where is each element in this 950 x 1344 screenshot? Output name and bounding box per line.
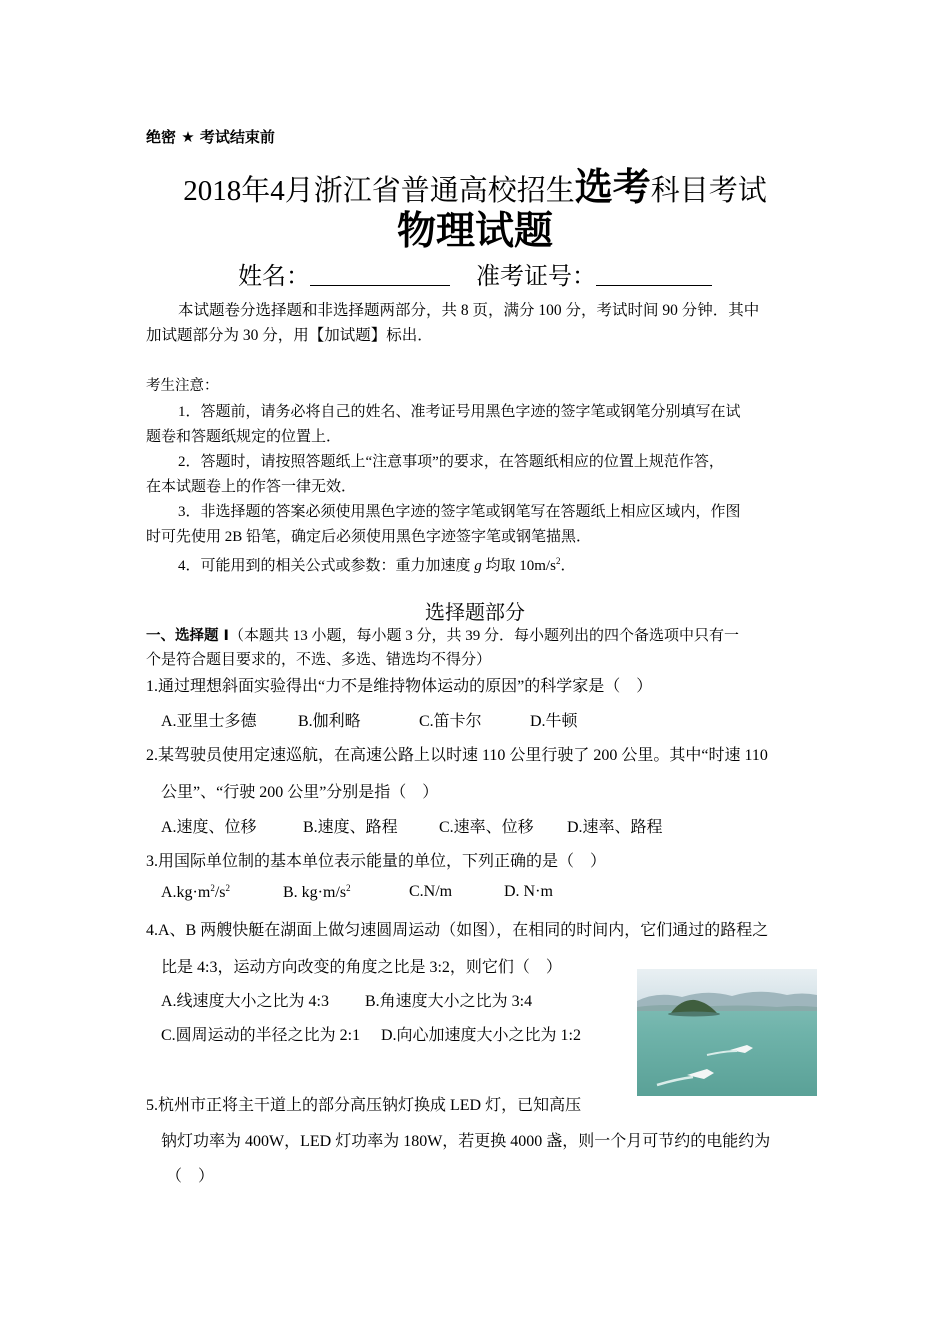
- q2-stem-1: 2.某驾驶员使用定速巡航，在高速公路上以时速 110 公里行驶了 200 公里。其中“时速 110: [146, 747, 768, 764]
- q3-a-sup1: 2: [210, 883, 215, 893]
- q1-option-c: C.笛卡尔: [419, 713, 482, 730]
- note-2-line-1: 2．答题时，请按照答题纸上“注意事项”的要求，在答题纸相应的位置上规范作答，: [178, 454, 724, 470]
- q3-a-mid: /s: [214, 884, 226, 901]
- q3-option-c: C.N/m: [409, 883, 453, 900]
- note-4-mid: 均取 10m/s: [481, 558, 556, 574]
- name-label: 姓名：: [238, 262, 310, 290]
- title-big: 选考: [574, 165, 651, 209]
- exam-id-blank: [596, 285, 712, 286]
- q3-option-a: [161, 883, 230, 902]
- part1-line-1: [146, 624, 739, 648]
- q5-stem-2: 钠灯功率为 400W，LED 灯功率为 180W，若更换 4000 盏，则一个月可节约的电能约为: [161, 1133, 771, 1150]
- q2-option-c: C.速率、位移: [439, 819, 534, 836]
- q1-option-a: A.亚里士多德: [161, 713, 257, 730]
- confidential-mark: 绝密 ★ 考试结束前: [146, 128, 275, 146]
- lake-boats-photo: [637, 969, 817, 1096]
- intro-line-2: 加试题部分为 30 分，用【加试题】标出．: [146, 327, 433, 344]
- name-blank: [310, 285, 450, 286]
- note-4: [178, 549, 575, 578]
- part1-desc-1: （本题共 13 小题，每小题 3 分，共 39 分．每小题列出的四个备选项中只有一: [228, 628, 739, 644]
- q4-option-b: B.角速度大小之比为 3:4: [365, 993, 533, 1010]
- q4-option-d: D.向心加速度大小之比为 1:2: [381, 1027, 582, 1044]
- q4-option-c: C.圆周运动的半径之比为 2:1: [161, 1027, 361, 1044]
- note-2-line-2: 在本试题卷上的作答一律无效．: [146, 479, 357, 495]
- section-title: 选择题部分: [425, 600, 525, 624]
- name-row: [0, 256, 950, 291]
- title-pre: 2018年4月浙江省普通高校招生: [183, 175, 575, 207]
- q4-option-a: A.线速度大小之比为 4:3: [161, 993, 330, 1010]
- note-3-line-1: 3．非选择题的答案必须使用黑色字迹的签字笔或钢笔写在答题纸上相应区域内，作图: [178, 504, 741, 520]
- q5-stem-1: 5.杭州市正将主干道上的部分高压钠灯换成 LED 灯，已知高压: [146, 1097, 582, 1114]
- q1-option-d: D.牛顿: [530, 713, 578, 730]
- q1-stem: 1.通过理想斜面实验得出“力不是维持物体运动的原因”的科学家是（ ）: [146, 678, 653, 695]
- intro-line-1: 本试题卷分选择题和非选择题两部分，共 8 页，满分 100 分，考试时间 90 分钟．其中: [178, 302, 760, 319]
- notes-heading: 考生注意：: [146, 378, 219, 394]
- note-3-line-2: 时可先使用 2B 铅笔，确定后必须使用黑色字迹签字笔或钢笔描黑．: [146, 529, 592, 545]
- note-1-line-1: 1．答题前，请务必将自己的姓名、准考证号用黑色字迹的签字笔或钢笔分别填写在试: [178, 404, 741, 420]
- note-4-post: ．: [560, 558, 576, 574]
- island-reflection: [668, 1012, 720, 1017]
- q4-stem-1: 4.A、B 两艘快艇在湖面上做匀速圆周运动（如图），在相同的时间内，它们通过的路程之: [146, 922, 769, 939]
- note-4-sup: 2: [555, 556, 561, 566]
- q3-option-d: D. N·m: [504, 883, 553, 900]
- q1-option-b: B.伽利略: [298, 713, 361, 730]
- title-post: 科目考试: [650, 173, 767, 207]
- q2-option-b: B.速度、路程: [303, 819, 398, 836]
- q3-b-pre: B. kg·m/s: [283, 884, 347, 901]
- exam-id-label: 准考证号：: [476, 262, 596, 290]
- note-4-pre: 4．可能用到的相关公式或参数：重力加速度: [178, 558, 475, 574]
- note-1-line-2: 题卷和答题纸规定的位置上．: [146, 429, 342, 445]
- subject-title: 物理试题: [396, 209, 553, 254]
- q3-b-sup: 2: [346, 883, 351, 893]
- q4-stem-2: 比是 4:3，运动方向改变的角度之比是 3:2，则它们（ ）: [161, 959, 562, 976]
- note-4-g: g: [474, 558, 482, 574]
- q3-option-b: [283, 883, 351, 902]
- part1-line-2: 个是符合题目要求的，不选、多选、错选均不得分）: [146, 652, 492, 668]
- q3-a-sup2: 2: [225, 883, 230, 893]
- q2-stem-2: 公里”、“行驶 200 公里”分别是指（ ）: [161, 784, 439, 801]
- q3-stem: 3.用国际单位制的基本单位表示能量的单位，下列正确的是（ ）: [146, 853, 607, 870]
- q2-option-d: D.速率、路程: [567, 819, 663, 836]
- q5-stem-3: （ ）: [166, 1168, 215, 1185]
- q2-option-a: A.速度、位移: [161, 819, 257, 836]
- part1-label: 一、选择题 I: [146, 628, 229, 644]
- lake-boats-illustration: [637, 969, 817, 1096]
- q3-a-pre: A.kg·m: [161, 884, 211, 901]
